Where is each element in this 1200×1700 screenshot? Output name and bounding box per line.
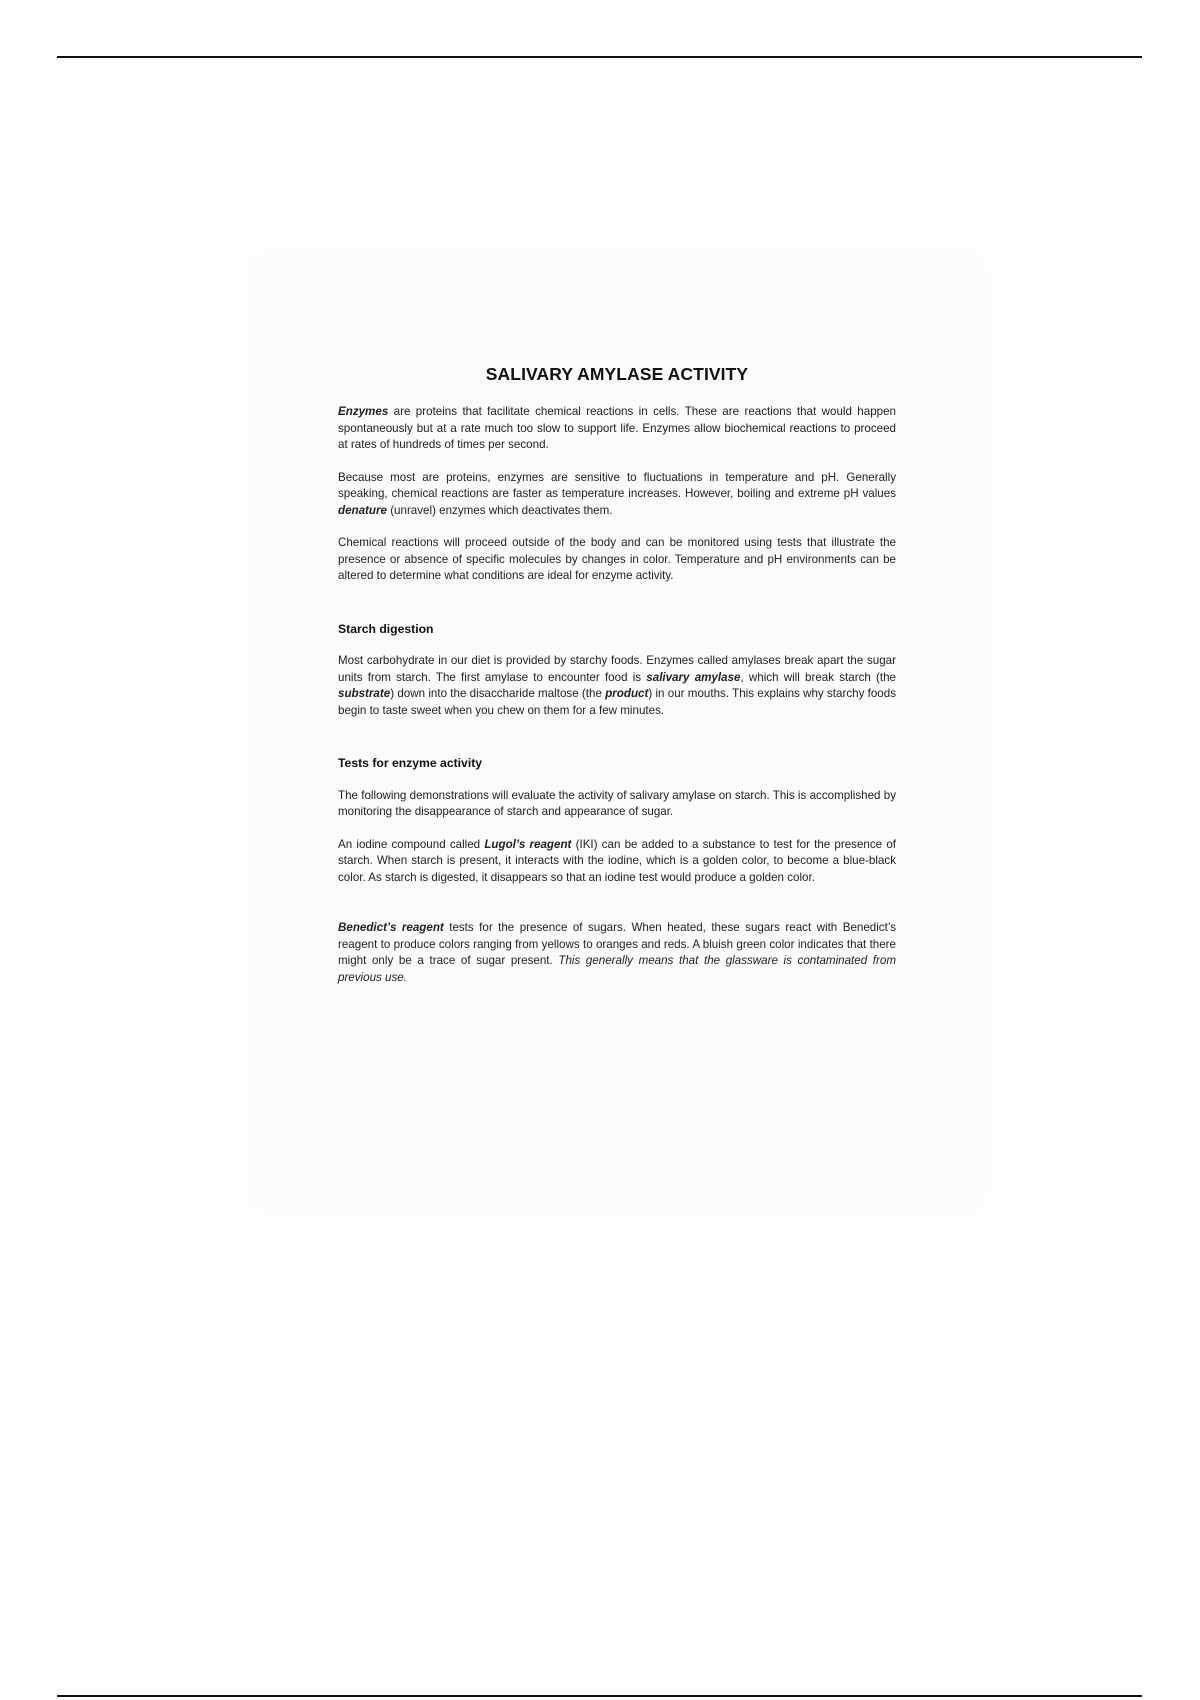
bottom-rule <box>57 1695 1142 1697</box>
top-rule <box>57 56 1142 58</box>
document-title: SALIVARY AMYLASE ACTIVITY <box>485 364 749 384</box>
starch-paragraph <box>338 653 896 719</box>
document-body <box>338 363 896 1002</box>
demonstrations-paragraph <box>338 788 896 821</box>
sensitivity-paragraph <box>338 470 896 520</box>
lugol-paragraph <box>338 837 896 887</box>
intro-paragraph <box>338 404 896 454</box>
monitoring-text: Chemical reactions will proceed outside of the body and can be monitored using tests that illustrate the presence or absence of specific molecules by changes in color. Temperature and pH environments can be altered to determine what conditions are ideal for enzyme activity. <box>338 536 896 582</box>
intro-text: are proteins that facilitate chemical reactions in cells. These are reactions that would happen spontaneously but at a rate much too slow to support life. Enzymes allow biochemical reactions to proceed at rates of hundreds of times per second. <box>338 405 896 451</box>
starch-text-1: Most carbohydrate in our diet is provided by starchy foods. Enzymes called amylases break apart the sugar units from starch. The first amylase to encounter food is <box>338 654 896 684</box>
starch-text-3: ) down into the disaccharide maltose (the <box>390 687 606 700</box>
salivary-amylase-term: salivary amylase <box>646 670 741 684</box>
enzymes-term: Enzymes <box>338 405 389 418</box>
product-term: product <box>605 687 649 700</box>
starch-digestion-heading: Starch digestion <box>338 621 434 636</box>
sensitivity-text-1: Because most are proteins, enzymes are sensitive to fluctuations in temperature and pH. Generally speaking, chemical reactions are faster as temperature increases. However, boiling and extreme pH values <box>338 470 896 500</box>
monitoring-paragraph <box>338 535 896 585</box>
benedict-term: Benedict’s reagent <box>338 921 444 934</box>
tests-heading: Tests for enzyme activity <box>338 756 483 770</box>
sensitivity-text-2: (unravel) enzymes which deactivates them. <box>386 503 613 517</box>
contamination-note: This generally means that the glassware is contaminated from previous use. <box>338 954 896 984</box>
demonstrations-text: The following demonstrations will evaluate the activity of salivary amylase on starch. This is accomplished by monitoring the disappearance of starch and appearance of sugar. <box>338 788 896 818</box>
starch-text-4: ) in our mouths. This explains why starchy foods begin to taste sweet when you chew on them for a few minutes. <box>338 687 896 717</box>
lugol-text-2: (IKI) can be added to a substance to test for the presence of starch. When starch is present, it interacts with the iodine, which is a golden color, to become a blue-black color. As starch is digested, it disappears so that an iodine test would produce a golden color. <box>338 837 896 884</box>
benedict-text: tests for the presence of sugars. When heated, these sugars react with Benedict’s reagent to produce colors ranging from yellows to oranges and reds. A bluish green color indicates that there might only be a trace of sugar present. <box>338 921 896 967</box>
denature-term: denature <box>338 503 387 517</box>
lugol-text-1: An iodine compound called <box>338 837 485 851</box>
benedict-paragraph <box>338 920 896 986</box>
lugol-term: Lugol’s reagent <box>484 837 572 851</box>
substrate-term: substrate <box>338 687 391 700</box>
starch-text-2: , which will break starch (the <box>740 670 896 684</box>
